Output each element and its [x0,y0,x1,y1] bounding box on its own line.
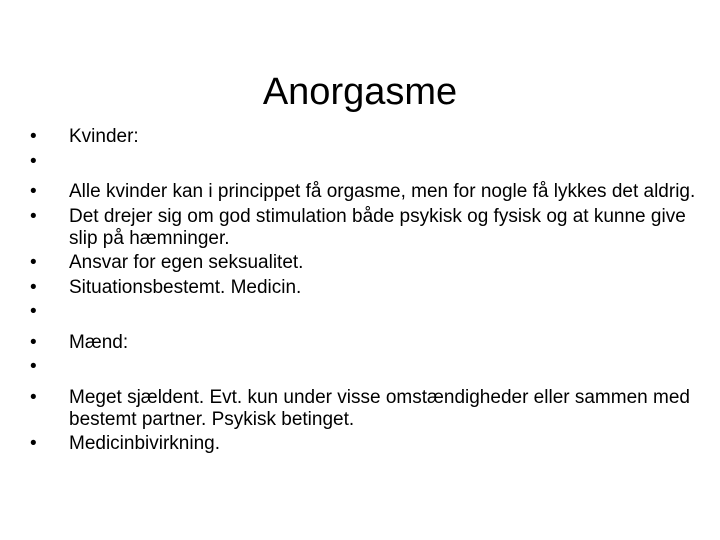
bullet-text: Meget sjældent. Evt. kun under visse omstændigheder eller sammen med bestemt partner. Psykisk betinget. [69,386,690,430]
bullet-item [30,277,700,299]
bullet-text: Mænd: [69,331,129,353]
bullet-text: Det drejer sig om god stimulation både psykisk og fysisk og at kunne give slip på hæmninger. [69,205,686,249]
bullet-item [30,151,700,179]
slide-title: Anorgasme [262,71,458,114]
bullet-text: Alle kvinder kan i princippet få orgasme, men for nogle få lykkes det aldrig. [69,181,696,202]
bullet-item [30,332,700,354]
bullet-text: Kvinder: [69,126,139,147]
bullet-item [30,433,700,455]
bullet-item [30,387,700,431]
bullet-text: Ansvar for egen seksualitet. [69,252,304,273]
bullet-item [30,252,700,274]
bullet-item [30,356,700,384]
bullet-list [30,126,700,455]
bullet-item [30,301,700,329]
bullet-text: Medicinbivirkning. [69,433,221,454]
bullet-item [30,181,700,203]
bullet-item [30,206,700,250]
bullet-item [30,126,700,148]
bullet-text: Situationsbestemt. Medicin. [69,276,302,298]
